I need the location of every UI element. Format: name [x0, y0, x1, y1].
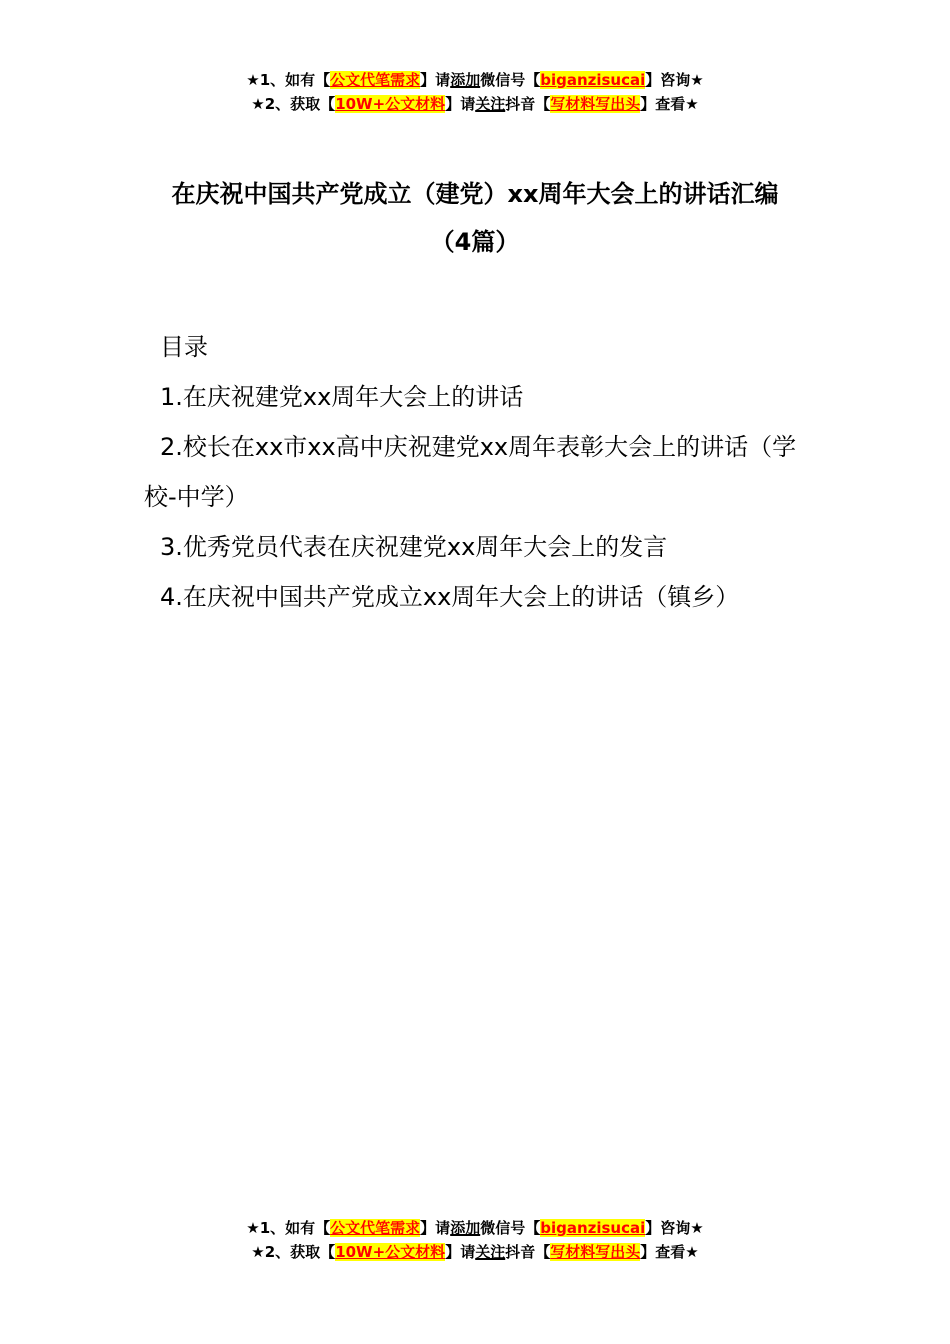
toc-heading: 目录 [160, 333, 208, 361]
promo-underline: 关注 [475, 95, 506, 113]
promo-text: ★1、如有【 [246, 71, 331, 89]
promo-text: 】咨询★ [645, 1219, 704, 1237]
toc-item: 3.优秀党员代表在庆祝建党xx周年大会上的发言 [160, 533, 668, 561]
promo-text: 微信号【 [480, 1219, 541, 1237]
promo-text: 微信号【 [480, 71, 541, 89]
promo-text: 】请 [445, 95, 476, 113]
promo-text: 】请 [420, 1219, 451, 1237]
promo-wechat-id: biganzisucai [540, 71, 646, 89]
promo-line-2 [0, 92, 950, 116]
promo-text: 抖音【 [505, 95, 551, 113]
toc-item: 2.校长在xx市xx高中庆祝建党xx周年表彰大会上的讲话（学校-中学） [144, 433, 797, 511]
toc-item: 4.在庆祝中国共产党成立xx周年大会上的讲话（镇乡） [160, 583, 740, 611]
promo-text: ★1、如有【 [246, 1219, 331, 1237]
promo-highlight: 公文代笔需求 [330, 71, 421, 89]
promo-line-2 [0, 1240, 950, 1264]
promo-line-1 [0, 1216, 950, 1240]
promo-text: ★2、获取【 [251, 95, 336, 113]
promo-highlight: 公文代笔需求 [330, 1219, 421, 1237]
promo-line-1 [0, 68, 950, 92]
promo-text: 】查看★ [640, 1243, 699, 1261]
promo-douyin-id: 写材料写出头 [550, 1243, 641, 1261]
title-line-1: 在庆祝中国共产党成立（建党）xx周年大会上的讲话汇编 [171, 180, 779, 208]
title-line-2: （4篇） [430, 228, 520, 256]
promo-underline: 添加 [450, 1219, 481, 1237]
promo-douyin-id: 写材料写出头 [550, 95, 641, 113]
promo-wechat-id: biganzisucai [540, 1219, 646, 1237]
promo-text: 抖音【 [505, 1243, 551, 1261]
promo-text: ★2、获取【 [251, 1243, 336, 1261]
promo-highlight: 10W+公文材料 [335, 95, 446, 113]
promo-highlight: 10W+公文材料 [335, 1243, 446, 1261]
promo-text: 】请 [420, 71, 451, 89]
promo-text: 】咨询★ [645, 71, 704, 89]
header-promo-banner [0, 68, 950, 116]
document-title [0, 170, 950, 266]
footer-promo-banner [0, 1216, 950, 1264]
toc-item: 1.在庆祝建党xx周年大会上的讲话 [160, 383, 524, 411]
promo-text: 】查看★ [640, 95, 699, 113]
promo-underline: 关注 [475, 1243, 506, 1261]
promo-underline: 添加 [450, 71, 481, 89]
table-of-contents [144, 322, 816, 622]
promo-text: 】请 [445, 1243, 476, 1261]
